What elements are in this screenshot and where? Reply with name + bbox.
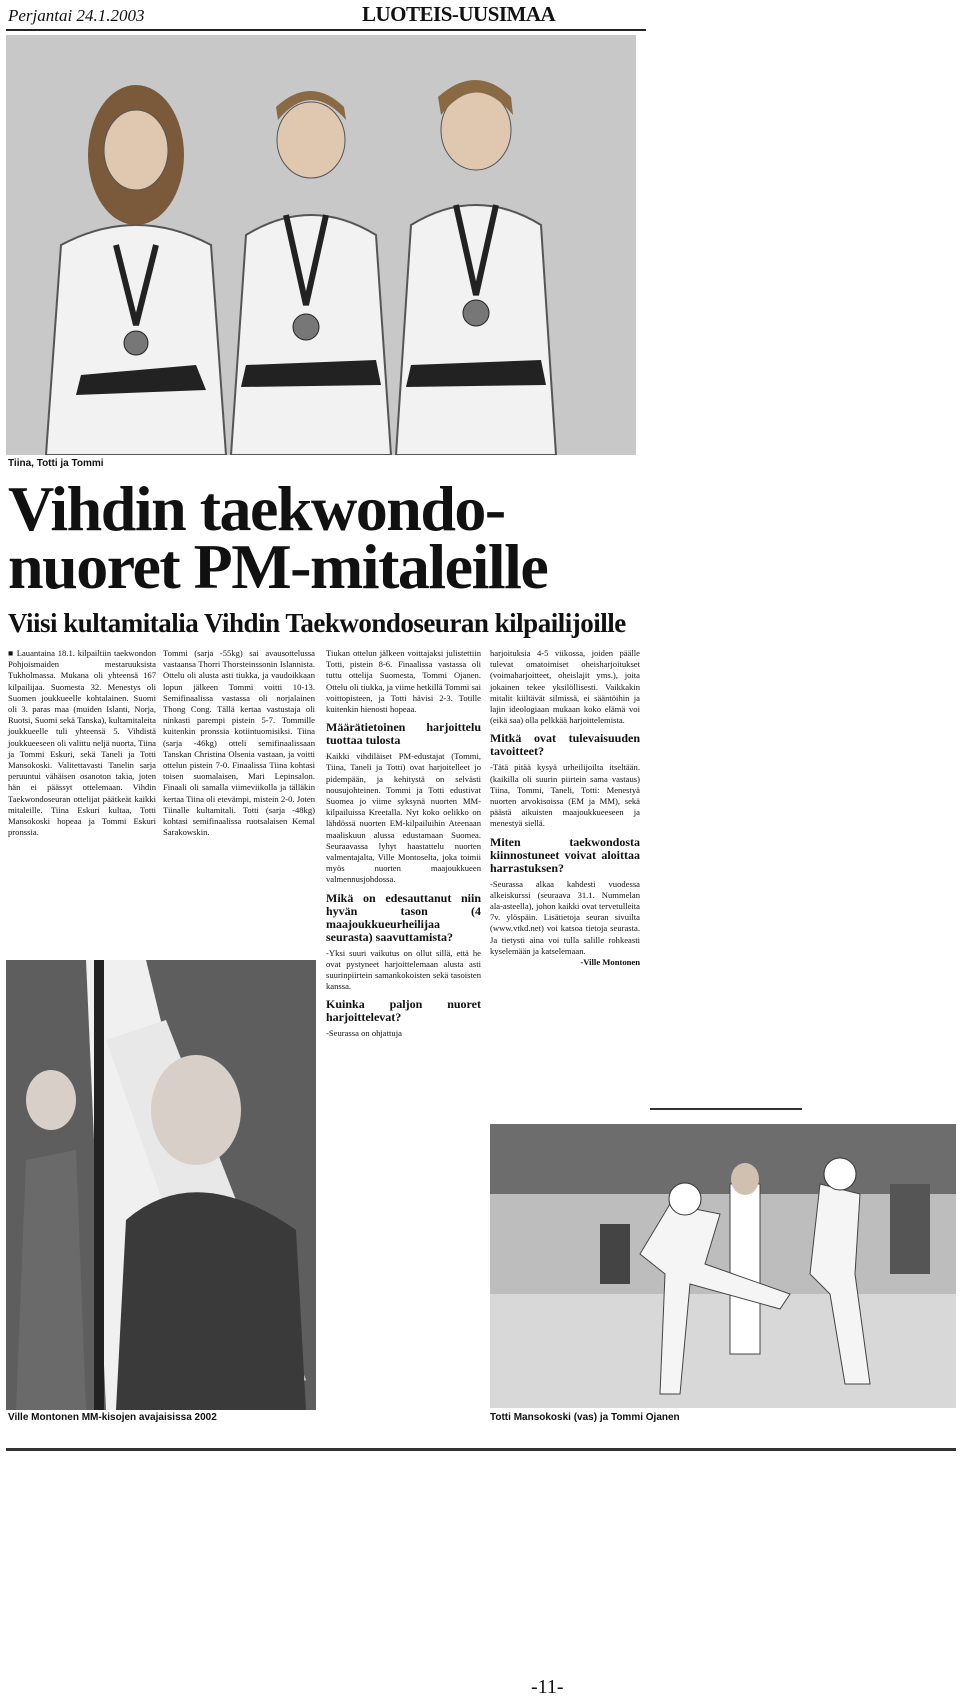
column-3-text: Tiukan ottelun jälkeen voittajaksi julistettiin Totti, pistein 8-6. Finaalissa vastassa oli tuttu ottelija Suomesta, Tommi Ojanen. Ottelu oli tiukka, ja viime hetkillä Tommi sai voittopisteen, ja Totti hävisi 2-3. Totille kuitenkin hienosti hopeaa. — [326, 648, 481, 715]
page-bottom-rule — [6, 1448, 956, 1451]
article-column-4 — [490, 648, 640, 968]
interview-question-3: Mitkä ovat tulevaisuuden tavoitteet? — [490, 731, 640, 759]
interview-question-2: Kuinka paljon nuoret harjoittelevat? — [326, 997, 481, 1025]
headline: Vihdin taekwondo-nuoret PM-mitaleille — [8, 473, 548, 602]
subheadline: Viisi kultamitalia Vihdin Taekwondoseuran kilpailijoille — [8, 608, 626, 638]
author-signature: -Ville Montonen — [580, 957, 640, 968]
interview-question-4: Miten taekwondosta kiinnostuneet voivat aloittaa harrastuksen? — [490, 834, 640, 875]
column-end-rule — [650, 1108, 802, 1110]
article-column-1: ■ Lauantaina 18.1. kilpailtiin taekwondon Pohjoismaiden mestaruuksista Tukholmassa. Mukana oli yhteensä 167 kilpailijaa. Suomesta 32. Menestys oli Suomen joukkueelle kohtalainen. Suomi oli 3. paras maa (muiden Islanti, Norja, Ruotsi, Suomi sekä Tanska), kultamitaleita joukkueelle tuli yhteensä 5. Vihdistä joukkueeseen oli valittu neljä nuorta, Tiina ja Tommi Eskuri, sekä Taneli ja Totti Mansokoski. Valitettavasti Tanelin sarja peruuntui vähäisen osanoton takia, joten hän ei päässyt ottelemaan. Vihdin Taekwondoseuran ottelijat päätkeät kaikki mitaleille. Tiina Eskuri kultaa, Totti Mansokoski hopeaa ja Tommi Eskuri pronssia. — [8, 648, 156, 838]
flag-bearer-photo — [6, 960, 316, 1410]
column-4-text: harjoituksia 4-5 viikossa, joiden päälle tulevat omatoimiset oheisharjoitukset (voimaharjoitteet, oheislajit yms.), joita jokainen tekee yksilöllisesti. Vaikkakin mitalit kiiltävät silmissä, ei sääntöihin ja lajin ideologiaan mukaan koko elämä voi (eikä saa) olla pelkkää harjoittelemista. — [490, 648, 640, 726]
issue-date: Perjantai 24.1.2003 — [8, 6, 145, 25]
page-number: -11- — [531, 1676, 564, 1698]
athletes-photo — [6, 35, 636, 455]
photo-caption-sparring: Totti Mansokoski (vas) ja Tommi Ojanen — [490, 1412, 680, 1423]
article-column-3 — [326, 648, 481, 1040]
column-3-text-c: -Yksi suuri vaikutus on ollut sillä, että he ovat pystyneet harjoittelemaan alusta asti suurinpiirtein samankokoisten sekä tasoisten kanssa. — [326, 947, 481, 992]
photo-caption-athletes: Tiina, Totti ja Tommi — [8, 458, 104, 469]
column-4-text-c: -Seurassa alkaa kahdesti vuodessa alkeiskurssi (seuraava 31.1. Nummelan ala-asteella), johon kaikki ovat tervetulleita 7v. ylöspäin. Lisätietoja seuran sivuilta (www.vtkd.net) voi katsoa tietoja seurasta. Ja tietysti aina voi tulla salille rohkeasti kyselemään ja katselemaan. — [490, 878, 640, 956]
article-column-2: Tommi (sarja -55kg) sai avausottelussa vastaansa Thorri Thorsteinssonin Islannista. Ottelu oli alusta asti tiukka, ja vaudoikkaan lopun jälkeen Tommi voitti 10-13. Semifinaalissa vastassa oli norjalainen Thong Cong. Tällä kertaa vastustaja oli ninkasti parempi pistein 5-7. Tommille kuitenkin pronssia kotiintuomisiksi. Tiina (sarja -46kg) otteli semifinaalissaan Tanskan Christina Olsenia vastaan, ja voitti ottelun pistein 7-0. Finaalissa Tiina kohtasi toisen suomalaisen, Mari Lepinsalon. Finaali oli samalla viimeviikolla ja tälläkin kertaa Tiina oli etevämpi, mistein 2-0. Joten Tiinalle kultamitali. Totti (sarja -48kg) kohtasi semifinaalissa ruotsalaisen Kemal Sarakowskin. — [163, 648, 315, 838]
column-3-text-d: -Seurassa on ohjattuja — [326, 1028, 402, 1039]
sparring-photo — [490, 1124, 956, 1408]
photo-caption-flag-bearer: Ville Montonen MM-kisojen avajaisissa 2002 — [8, 1412, 217, 1423]
column-4-text-b: -Tätä pitää kysyä urheilijoilta itseltään. (kaikilla oli suurin piirtein sama vastaus) Tiina, Tommi, Taneli, Totti: Menestyä nuorten arvokisoissa (EM ja MM), sekä päästä aikuisten maajoukkueeseen ja menestyä siellä. — [490, 762, 640, 829]
newspaper-name: LUOTEIS-UUSIMAA — [362, 2, 556, 26]
interview-question-1: Mikä on edesauttanut niin hyvän tason (4 maajoukkueurheilijaa seurasta) saavuttamista? — [326, 890, 481, 944]
section-subhead: Määrätietoinen harjoittelu tuottaa tulosta — [326, 720, 481, 748]
column-3-text-b: Kaikki vihdiläiset PM-edustajat (Tommi, Tiina, Taneli ja Totti) ovat harjoitelleet jo pidempään, ja kehitystä on selvästi nousujohteinen. Tommi ja Totti edustivat Suomea jo viime syksynä nuorten MM-kilpailuissa Kreetalla. Nyt koko oelikko on lähdössä nuorten EM-kilpailuihin Ateenaan maaliskuun alussa edustamaan Suomea. Seuraavassa lyhyt haastattelu nuorten valmentajalta, Ville Montoselta, joka toimii myös nuorten maajoukkueen valmennusjohdossa. — [326, 751, 481, 885]
header-rule — [6, 29, 646, 31]
